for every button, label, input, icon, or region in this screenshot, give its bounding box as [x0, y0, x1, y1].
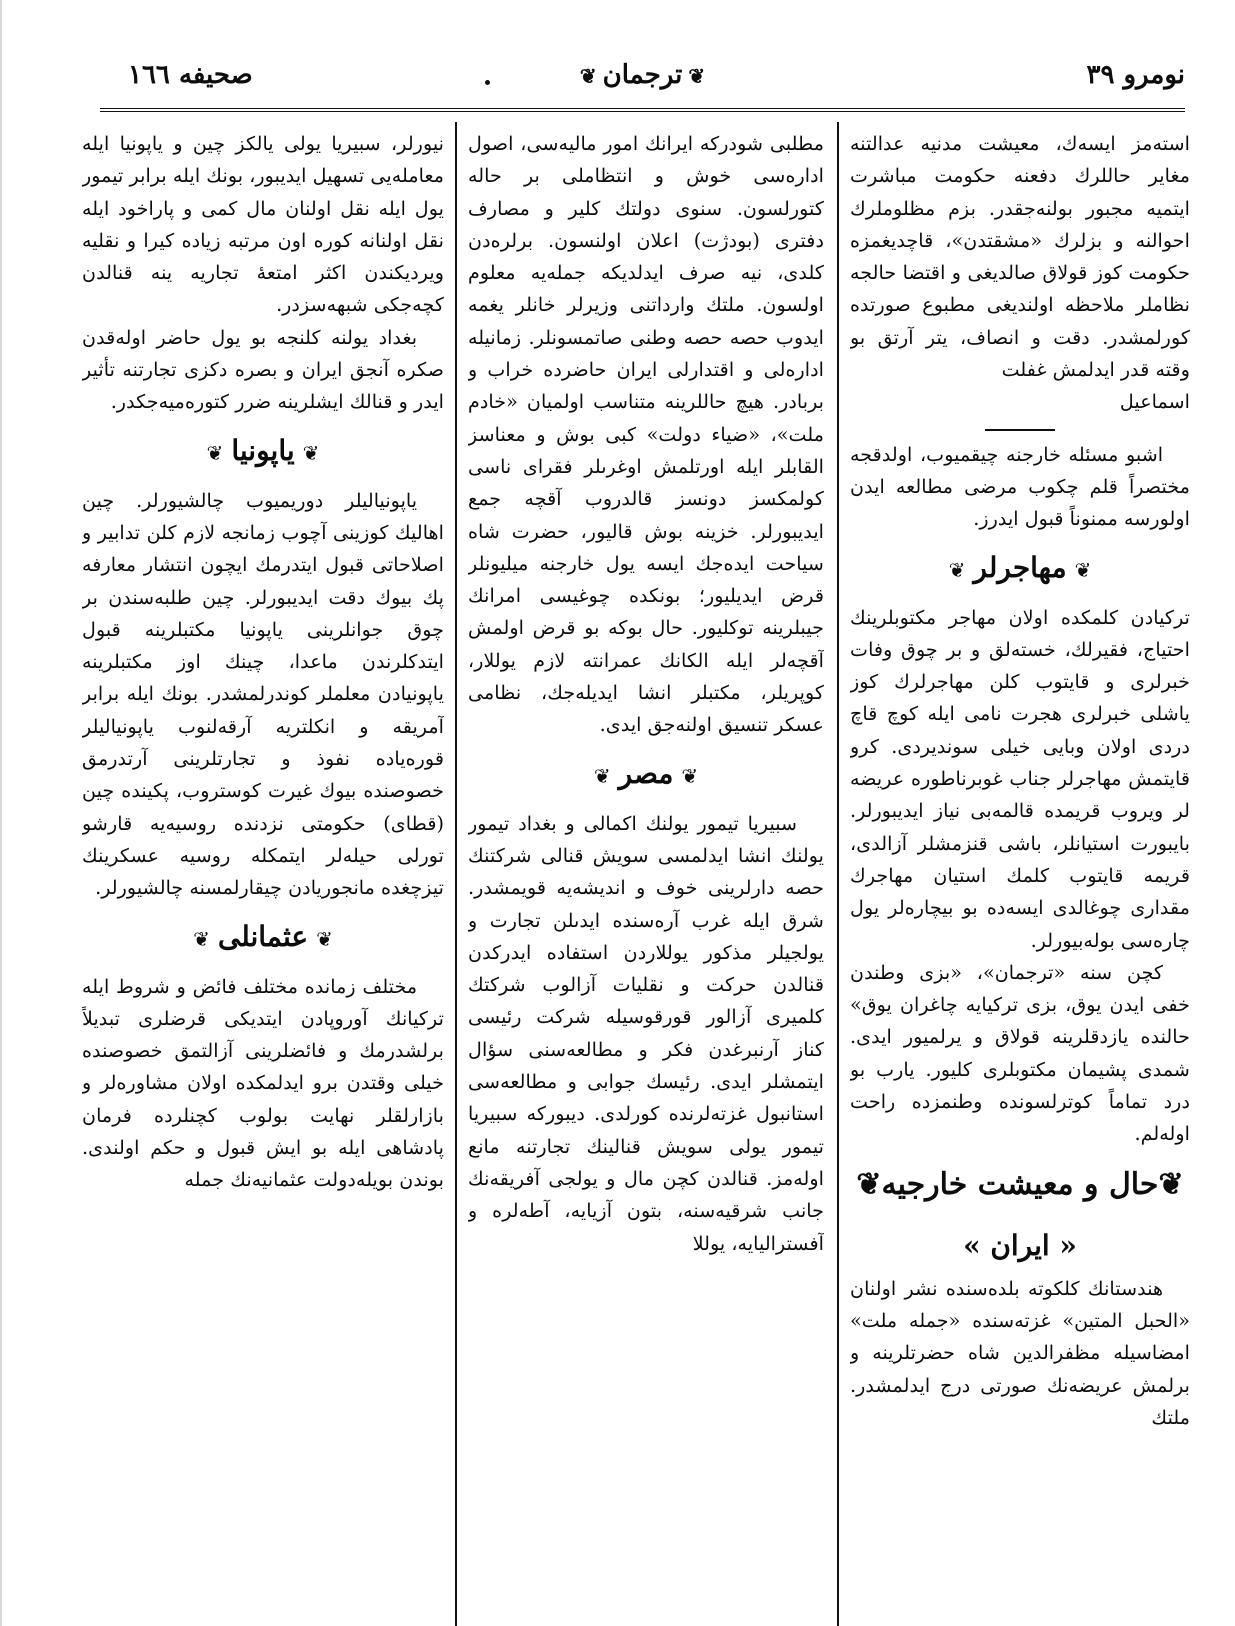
separator-dot: [485, 80, 490, 85]
paragraph: سبيريا تيمور يولنك اكمالى و بغداد تيمور يولنك انشا ايدلمسى سويش قنالى شركتنك حصه دارلرينى خوف و اندیشەيه قويمشدر. شرق ايله غرب آرەسنده ايدىلن تجارت و يولجيلر مذكور يوللاردن استفاده ايدركدن قنالدن حركت و نقليات آزالوب شركتك كلميرى آزالور قورقوسيله شركت رئيسى كناز آرنبرغدن فكر و مطالعەسنى سؤال ايتمشلر ايدى. رئيسك جوابى و مطالعەسى استانبول غزتەلرنده كورلدى. ديبوركه سبيريا تيمور يولى سويش قنالينك تجارتنه مانع اولەمز. قنالدن كچن مال و يولجى آفريقەنك جانب شرقيەسنه، بتون آزيايه، آطەلره و آفستراليايه، يوللا: [468, 811, 824, 1255]
paragraph: اشبو مسئله خارجنه چيقميوب، اولدقجه مختصراً قلم چكوب مرضى مطالعه ايدن اولورسه ممنوناً قبول ايدرز.: [850, 442, 1190, 531]
paragraph: استەمز ايسەك، معيشت مدنيه عدالتنه مغاير حاللرك دفعنه حكومت مباشرت ايتمیه مجبور بولنه‌جقدر. بزم مظلوملرك احوالنه و بزلرك «مشقتدن»، قاچديغمزه حكومت كوز قولاق صالديغى و اقتضا حالجه نظاملر ملاحظه اولنديغى مطبوع صورتده كورلمشدر. دقت و انصاف، يتر آرتق بو وقته قدر ايدلمش غفلت: [850, 132, 1190, 382]
paragraph: نيورلر، سبيريا يولى يالكز چين و ياپونيا ايله معاملەيى تسهيل ايديبور، بونك ايله برابر تيمور يول ايله نقل اولنان مال كمى و پاراخود ايله نقل اولنانه كوره اون مرتبه زياده كيرا و نقليه ويرديكندن اكثر امتعهٔ تجاريه ينه قنالدن كچەجكى شبهەسزدر.: [82, 132, 444, 317]
header-rule: [100, 108, 1185, 115]
newspaper-title: [574, 60, 711, 90]
subheading-iran: « ايران »: [963, 1228, 1077, 1262]
ornament-icon: ❦: [579, 64, 597, 88]
signature-line: [850, 386, 1190, 418]
ornament-icon: ❦: [1074, 557, 1092, 582]
column-middle: [468, 128, 824, 1626]
ornament-icon: ❦: [206, 440, 224, 465]
ornament-icon: ❦: [302, 440, 320, 465]
ornament-icon: ❦: [681, 763, 699, 788]
ornament-icon: ❦: [193, 926, 210, 951]
section-heading-japonya: ❦ياپونيا❦: [82, 419, 444, 485]
paragraph: تركيادن كلمكده اولان مهاجر مكتوبلرينك احتياج، فقيرلك، خستەلق و بر چوق وفات خبرلرى و قايتوب كلن مهاجرلرك كوز ياشلى خبرلرى هجرت نامى ايله كوچ قاچ دردى اولان وبايى خيلى سونديردى. كرو قايتمش مهاجرلر جناب غوبرناطوره عريضه لر ويروب قريمده قالمەبى نياز ايديبورلر. بايبورت استيانلر، باشى قنزمشلر آزالدى، قريمه قايتوب كلمك استيان مهاجرك مقدارى چوغالدى ايسەده بو بيچارەلر يول چارەسى بولەبيورلر.: [850, 605, 1190, 952]
paragraph: بغداد يولنه كلنجه بو يول حاضر اولەقدن صكره آنجق ايران و بصره دكزى تجارتنه تأثير ايدر و قنالك ايشلرينه ضرر كتورەميەجكدر.: [82, 325, 444, 414]
paragraph: كچن سنه «ترجمان»، «بزى وطندن خفى ايدن يوق، بزى تركيايه چاغران يوق» حالنده يازدقلرينه قولاق و يرلميور ايدى. شمدى پشيمان مكتوبلرى كليور. يارب بو درد تماماً كوترلسونده وطنمزده راحت اولەلم.: [850, 960, 1190, 1146]
issue-number: نومرو ٣٩: [1086, 60, 1185, 90]
paragraph: مطلبى شودركه ايرانك امور ماليەسى، اصول ادارەسى خوش و انتظاملى بر حاله كتورلسون. سنوى دولتك كلير و مصارف دفترى (بودژت) اعلان اولنسون. برلرەدن كلدى، نيه صرف ايدلديكه جمله‌يه معلوم اولسون. ملتك وارداتنى وزيرلر خانلر يغمه ايدوب حصه حصه وطنى صاتمسونلر. زمانيله ادارەلى و اقتدارلى ايران حاضرده خراب و بربادر. هيچ حاللرينه متناسب اولميان «خادم ملت»، «ضياء دولت» كبى بوش و معناسز القابلر ايله اورتلمش اوغرىلر فقراى ناسى كولمكسز دونسز قالدروب آقچه جمع ايديبورلر. خزينه بوش قاليور، حضرت شاه سياحت ايدەجك ايسه يول خارجنه ميليونلر قرض ايديليور؛ بونكده چوغيسى امرانك جيبلرينه توكليور. حال بوكه بو قرض اولمش آقچەلر ايله الكانك عمرانته لازم يوللار، كوپريلر، مكتبلر انشا ايديلەجك، نظامى عسكر تنسيق اولنەجق ايدى.: [468, 132, 824, 737]
ornament-icon: ❦: [948, 557, 966, 582]
separator-rule: [985, 429, 1055, 431]
ornament-icon: ❦: [1158, 1166, 1184, 1202]
column-left: [82, 128, 444, 1626]
ornament-icon: ❦: [593, 763, 611, 788]
paragraph: هندستانك كلكوته بلده‌سنده نشر اولنان «الحبل المتين» غزته‌سنده «جمله ملت» امضاسيله مظفرالدين شاه حضرتلرينه و برلمش عريضه‌نك صورتى درج ايدلمشدر. ملتك: [850, 1276, 1190, 1429]
column-divider: [455, 122, 457, 1626]
section-heading-misir: ❦مصر❦: [468, 742, 824, 808]
column-divider: [837, 122, 839, 1626]
section-heading-muhajirler: ❦مهاجرلر❦: [850, 536, 1190, 602]
column-right: [850, 128, 1190, 1626]
paragraph: ياپونياليلر دوريميوب چالشيورلر. چين اهاليك كوزينى آچوب زمانجه لازم كلن تدابير و اصلاحاتى قبول ايتدرمك ايچون انتشار معارفه پك بيوك دقت ايديبورلر. چين طلبەسندن بر چوق جوانلرينى ياپونيا مكتبلرينه قبول ايتدكلرندن ماعدا، چينك اوز مكتبلرينه ياپونيادن معلملر كوندرلمشدر. بونك ايله برابر آمريقه و انكلتريه آرقەلنوب ياپونياليلر قورەياده نفوذ و تجارتلرينى آرتدرمق خصوصنده بيوك غيرت كوستروب، پكينده چين (قطاى) حكومتى نزدنده روسيەيه قارشو تورلى حيلەلر ايتمكله روسيه عسكرينك تيزچغده مانجوريادن چيقارلمسنه چالشيورلر.: [82, 488, 444, 900]
ornament-icon: ❦: [856, 1166, 882, 1202]
ornament-icon: ❦: [316, 926, 333, 951]
page-edge: [0, 0, 2, 1626]
newspaper-title-text: ترجمان: [602, 60, 683, 90]
section-heading-osmanli: ❦عثمانلى❦: [82, 905, 444, 971]
author-signature: اسماعيل: [1119, 390, 1190, 414]
paragraph: مختلف زمانده مختلف فائض و شروط ايله تركيانك آوروپادن ايتديكى قرضلرى تبديلاً برلشدرمك و فائضلرينى آزالتمق خصوصنده خيلى وقتدن برو ايدلمكده اولان مشاورەلر و بازارلقلر نهايت بولوب كچنلرده فرمان پادشاهى ايله بو ايش قبول و حكم اولندى. بوندن بويلەدولت عثمانيەنك جمله: [82, 974, 444, 1192]
page-number: صحيفه ١٦٦: [128, 60, 253, 90]
ornament-icon: ❦: [688, 64, 706, 88]
section-heading-foreign-affairs: ❦حال و معيشت خارجيه❦: [856, 1166, 1184, 1202]
masthead: [100, 52, 1185, 102]
